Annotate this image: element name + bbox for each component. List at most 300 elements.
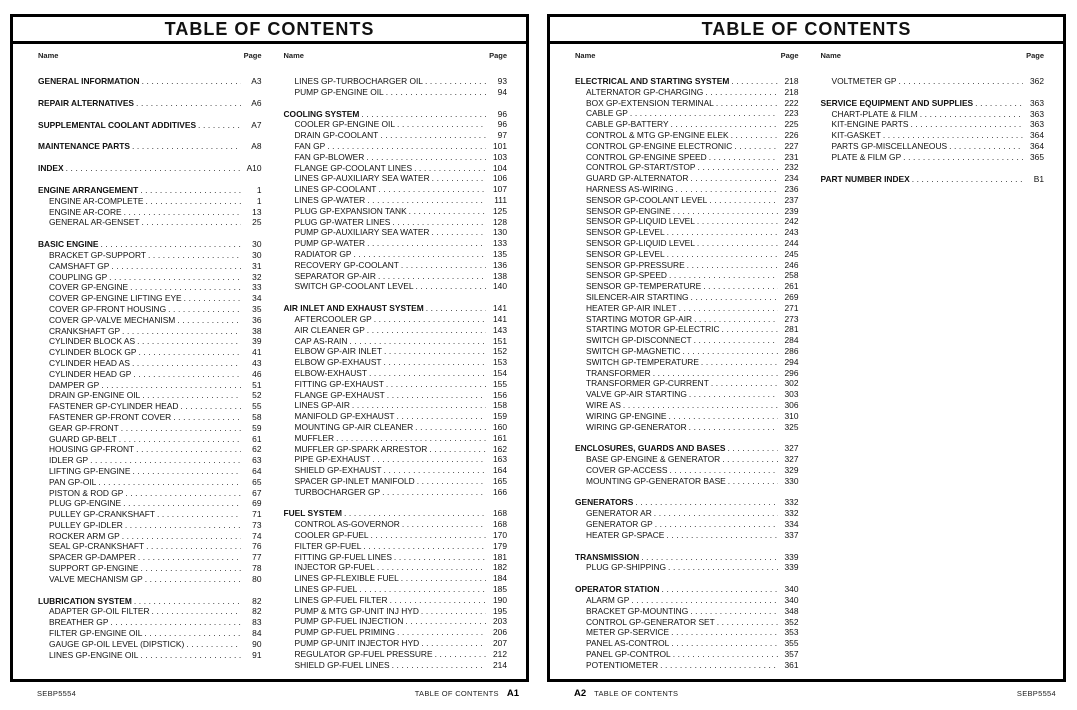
entry-page: 296 (784, 367, 799, 378)
entry-page: 271 (784, 302, 799, 313)
dot-leader (140, 185, 240, 196)
entry-page: 246 (784, 259, 799, 270)
entry-page: 76 (252, 541, 262, 552)
entry-page: 1 (256, 195, 262, 206)
entry-page: 74 (252, 530, 262, 541)
toc-entry (38, 185, 262, 196)
toc-column (284, 44, 508, 679)
dot-leader (671, 119, 778, 130)
toc-entry (38, 455, 262, 466)
entry-label: PIPE GP-EXHAUST (294, 454, 371, 465)
entry-page: 93 (497, 76, 507, 86)
entry-page: 90 (252, 638, 262, 649)
dot-leader (668, 562, 777, 573)
toc-entry (575, 400, 799, 411)
toc-entry (575, 530, 799, 541)
entry-page: A7 (251, 119, 262, 130)
entry-label: CONTROL GP-ENGINE ELECTRONIC (586, 140, 733, 151)
toc-entry (284, 195, 508, 206)
entry-page: 155 (493, 378, 507, 389)
entry-label: BASIC ENGINE (38, 239, 99, 250)
toc-entry (38, 76, 262, 87)
toc-entry (575, 519, 799, 530)
dot-leader (110, 617, 240, 628)
entry-page: 329 (784, 464, 799, 475)
toc-entry (284, 206, 508, 217)
entry-label: SENSOR GP-LIQUID LEVEL (586, 216, 695, 227)
toc-entry (284, 390, 508, 401)
entry-page: 77 (252, 552, 262, 563)
entry-label: CAMSHAFT GP (49, 260, 110, 271)
dot-leader (631, 595, 777, 606)
dot-leader (694, 335, 778, 346)
entry-label: FUEL SYSTEM (283, 508, 342, 519)
entry-page: 239 (784, 205, 799, 216)
dot-leader (119, 434, 241, 445)
toc-entry (284, 152, 508, 163)
entry-label: IDLER GP (49, 455, 89, 466)
entry-label: BASE GP-ENGINE & GENERATOR (586, 454, 721, 465)
entry-label: ELBOW GP-AIR INLET (294, 346, 382, 357)
entry-page: 80 (252, 573, 262, 584)
dot-leader (378, 184, 486, 195)
entry-page: 130 (493, 227, 507, 238)
entry-page: 363 (1030, 97, 1044, 108)
toc-entry (284, 368, 508, 379)
entry-page: 337 (784, 529, 799, 540)
dot-leader (377, 562, 486, 573)
entry-page: 65 (252, 476, 262, 487)
dot-leader (903, 152, 1023, 163)
entry-label: LUBRICATION SYSTEM (38, 595, 132, 606)
toc-entry (575, 476, 799, 487)
toc-entry (575, 497, 799, 508)
dot-leader (405, 616, 486, 627)
section-gap (38, 130, 262, 141)
entry-label: LINES GP-FLEXIBLE FUEL (294, 573, 399, 584)
footer-title: TABLE OF CONTENTS (414, 689, 499, 698)
footer-doc-code: SEBP5554 (1016, 689, 1056, 698)
toc-entry (38, 315, 262, 326)
dot-leader (168, 304, 240, 315)
dot-leader (133, 369, 240, 380)
dot-leader (630, 108, 778, 119)
toc-entry (38, 380, 262, 391)
entry-page: 62 (252, 444, 262, 455)
toc-entry (575, 443, 799, 454)
dot-leader (361, 109, 486, 120)
toc-entry (575, 335, 799, 346)
entry-page: 334 (784, 519, 799, 530)
entry-label: GENERAL AR-GENSET (49, 217, 140, 228)
toc-entry (38, 650, 262, 661)
dot-leader (694, 314, 777, 325)
entry-label: SERVICE EQUIPMENT AND SUPPLIES (820, 97, 974, 108)
toc-entry (38, 326, 262, 337)
entry-label: VALVE GP-AIR STARTING (586, 389, 687, 400)
entry-page: A10 (246, 163, 262, 174)
entry-label: SHIELD GP-EXHAUST (294, 465, 382, 476)
entry-label: VOLTMETER GP (831, 76, 897, 86)
dot-leader (109, 272, 240, 283)
dot-leader (716, 98, 778, 109)
entry-page: 302 (784, 378, 799, 389)
entry-label: FILTER GP-FUEL (294, 540, 362, 551)
toc-entry (284, 238, 508, 249)
dot-leader (378, 271, 486, 282)
entry-page: 195 (493, 605, 507, 616)
entry-label: FASTENER GP-CYLINDER HEAD (49, 401, 179, 412)
toc-entry (575, 465, 799, 476)
entry-label: INJECTOR GP-FUEL (294, 562, 375, 573)
toc-entry (284, 119, 508, 130)
section-gap (38, 585, 262, 596)
entry-page: 332 (784, 508, 799, 519)
dot-leader (125, 488, 240, 499)
section-gap (821, 163, 1045, 174)
toc-entry (38, 628, 262, 639)
entry-page: 73 (252, 519, 262, 530)
entry-page: 226 (784, 129, 799, 140)
toc-entry (284, 487, 508, 498)
entry-page: 106 (493, 173, 507, 184)
dot-leader (142, 76, 241, 87)
entry-label: GENERATOR GP (586, 519, 653, 530)
toc-entry (575, 260, 799, 271)
toc-entry (38, 358, 262, 369)
toc-entry (38, 336, 262, 347)
entry-label: PULLEY GP-CRANKSHAFT (49, 509, 155, 520)
dot-leader (122, 531, 241, 542)
dot-leader (382, 487, 486, 498)
dot-leader (101, 380, 240, 391)
entry-label: SWITCH GP-MAGNETIC (586, 345, 681, 356)
toc-entry (284, 163, 508, 174)
dot-leader (671, 638, 777, 649)
toc-entry (575, 76, 799, 87)
entry-page: 223 (784, 108, 799, 119)
dot-leader (367, 195, 486, 206)
entry-label: MOUNTING GP-AIR CLEANER (294, 421, 414, 432)
dot-leader (141, 563, 241, 574)
dot-leader (148, 250, 241, 261)
entry-page: 170 (493, 530, 507, 541)
entry-page: 339 (784, 551, 799, 562)
toc-entry (284, 649, 508, 660)
dot-leader (359, 584, 486, 595)
dot-leader (673, 206, 778, 217)
dot-leader (682, 346, 777, 357)
toc-entry (284, 346, 508, 357)
entry-page: 340 (784, 595, 799, 606)
entry-page: 69 (252, 498, 262, 509)
toc-entry (821, 152, 1045, 163)
entry-label: ELBOW GP-EXHAUST (294, 357, 382, 368)
section-gap (38, 152, 262, 163)
toc-entry (575, 281, 799, 292)
entry-page: 84 (252, 628, 262, 639)
entry-label: SWITCH GP-DISCONNECT (586, 335, 692, 346)
entry-page: 212 (493, 648, 507, 659)
entry-page: 190 (493, 594, 507, 605)
dot-leader (975, 98, 1023, 109)
toc-entry (284, 173, 508, 184)
toc-entry (38, 196, 262, 207)
entry-label: PLUG GP-ENGINE (49, 498, 122, 509)
entry-page: 160 (493, 421, 507, 432)
entry-page: 203 (493, 616, 507, 627)
entry-label: KIT-GASKET (831, 130, 881, 141)
dot-leader (690, 606, 777, 617)
toc-entry (38, 163, 262, 174)
entry-page: 294 (784, 356, 799, 367)
dot-leader (727, 443, 777, 454)
dot-leader (435, 649, 486, 660)
entry-page: 352 (784, 616, 799, 627)
dot-leader (415, 281, 486, 292)
toc-entry (38, 293, 262, 304)
entry-page: 353 (784, 627, 799, 638)
entry-page: A3 (251, 76, 262, 86)
toc-entry (284, 336, 508, 347)
toc-entry (38, 466, 262, 477)
toc-entry (284, 260, 508, 271)
entry-label: ENGINE AR-CORE (49, 206, 122, 217)
entry-page: 227 (784, 140, 799, 151)
column-header (38, 51, 262, 60)
entry-label: GEAR GP-FRONT (49, 422, 119, 433)
entry-list (38, 76, 262, 660)
entry-label: PULLEY GP-IDLER (49, 519, 123, 530)
toc-entry (38, 639, 262, 650)
entry-page: 55 (252, 401, 262, 412)
dot-leader (369, 368, 486, 379)
dot-leader (145, 196, 240, 207)
toc-entry (38, 141, 262, 152)
entry-page: 281 (784, 324, 799, 335)
entry-page: 82 (252, 606, 262, 617)
toc-entry (38, 390, 262, 401)
entry-page: 58 (252, 411, 262, 422)
section-gap (575, 486, 799, 497)
toc-entry (38, 401, 262, 412)
toc-entry (575, 314, 799, 325)
entry-page: 165 (493, 475, 507, 486)
entry-page: 303 (784, 389, 799, 400)
dot-leader (371, 530, 487, 541)
toc-entry (38, 217, 262, 228)
entry-label: PUMP GP-UNIT INJECTOR HYD (294, 638, 420, 649)
section-gap (284, 98, 508, 109)
entry-page: A8 (251, 141, 262, 152)
dot-leader (386, 379, 486, 390)
toc-entry (284, 606, 508, 617)
toc-entry (575, 249, 799, 260)
toc-entry (38, 120, 262, 131)
entry-label: CONTROL GP-START/STOP (586, 162, 696, 173)
dot-leader (372, 454, 486, 465)
entry-page: 327 (784, 454, 799, 465)
entry-page: 41 (252, 347, 262, 358)
name-header: Name (820, 51, 841, 60)
section-gap (38, 87, 262, 98)
dot-leader (353, 249, 486, 260)
section-gap (575, 541, 799, 552)
entry-label: GUARD GP-BELT (49, 433, 117, 444)
entry-label: SUPPLEMENTAL COOLANT ADDITIVES (38, 119, 197, 130)
entry-label: COOLING SYSTEM (283, 108, 360, 119)
entry-label: CABLE GP-BATTERY (586, 119, 669, 130)
entry-label: PUMP GP-FUEL INJECTION (294, 616, 404, 627)
entry-label: SWITCH GP-TEMPERATURE (586, 356, 699, 367)
entry-page: 218 (784, 76, 799, 86)
entry-page: 179 (493, 540, 507, 551)
dot-leader (397, 627, 486, 638)
toc-entry (575, 649, 799, 660)
toc-entry (284, 584, 508, 595)
entry-page: 284 (784, 335, 799, 346)
dot-leader (666, 530, 777, 541)
toc-entry (38, 304, 262, 315)
toc-column (821, 44, 1045, 679)
dot-leader (157, 509, 241, 520)
entry-label: ELBOW-EXHAUST (294, 367, 367, 378)
footer-page-code: A1 (506, 688, 519, 699)
dot-leader (142, 390, 240, 401)
entry-label: PLUG GP-SHIPPING (586, 562, 667, 573)
entry-label: FITTING GP-EXHAUST (294, 378, 384, 389)
entry-page: 13 (252, 206, 262, 217)
entry-label: PUMP & MTG GP-UNIT INJ HYD (294, 605, 419, 616)
toc-entry (38, 488, 262, 499)
entry-label: BRACKET GP-MOUNTING (586, 605, 689, 616)
toc-entry (284, 562, 508, 573)
dot-leader (722, 324, 778, 335)
dot-leader (122, 326, 240, 337)
dot-leader (139, 347, 241, 358)
entry-label: PAN GP-OIL (49, 476, 97, 487)
entry-page: 164 (493, 465, 507, 476)
toc-entry (284, 627, 508, 638)
entry-page: 361 (784, 659, 799, 670)
dot-leader (731, 76, 777, 87)
dot-leader (401, 260, 486, 271)
toc-entry (38, 207, 262, 218)
dot-leader (660, 660, 777, 671)
page-header: Page (243, 51, 262, 60)
dot-leader (144, 628, 240, 639)
toc-entry (284, 184, 508, 195)
entry-label: SHIELD GP-FUEL LINES (294, 659, 390, 670)
toc-entry (38, 434, 262, 445)
entry-page: 97 (497, 130, 507, 141)
entry-label: SENSOR GP-ENGINE (586, 205, 671, 216)
entry-page: 258 (784, 270, 799, 281)
entry-label: SEAL GP-CRANKSHAFT (49, 541, 145, 552)
dot-leader (124, 207, 241, 218)
entry-page: 364 (1030, 130, 1044, 141)
entry-page: 339 (784, 562, 799, 573)
entry-label: SILENCER-AIR STARTING (586, 291, 689, 302)
entry-page: 39 (252, 336, 262, 347)
footer-page-code: A2 (574, 688, 587, 699)
toc-entry (38, 261, 262, 272)
entry-page: 242 (784, 216, 799, 227)
entry-page: 52 (252, 390, 262, 401)
section-gap (284, 292, 508, 303)
dot-leader (402, 519, 486, 530)
entry-label: FAN GP (294, 140, 326, 151)
toc-entry (575, 227, 799, 238)
entry-page: 71 (252, 509, 262, 520)
toc-entry (821, 174, 1045, 185)
dot-leader (949, 141, 1023, 152)
entry-page: 151 (493, 335, 507, 346)
toc-entry (38, 498, 262, 509)
toc-entry (284, 476, 508, 487)
dot-leader (722, 454, 777, 465)
toc-entry (575, 195, 799, 206)
dot-leader (349, 336, 486, 347)
entry-page: 214 (493, 659, 507, 670)
page-a1-columns (13, 44, 526, 679)
entry-page: 91 (252, 649, 262, 660)
dot-leader (363, 541, 486, 552)
dot-leader (384, 346, 486, 357)
entry-page: 59 (252, 422, 262, 433)
toc-entry (284, 357, 508, 368)
entry-label: MOUNTING GP-GENERATOR BASE (586, 475, 726, 486)
entry-label: AIR INLET AND EXHAUST SYSTEM (283, 303, 424, 314)
section-gap (575, 432, 799, 443)
dot-leader (386, 87, 486, 98)
entry-label: BRACKET GP-SUPPORT (49, 249, 146, 260)
page-header: Page (1026, 51, 1044, 60)
footer-doc-code: SEBP5554 (37, 689, 77, 698)
dot-leader (121, 423, 241, 434)
entry-label: MAINTENANCE PARTS (38, 141, 130, 152)
dot-leader (728, 476, 778, 487)
entry-label: LINES GP-TURBOCHARGER OIL (294, 76, 423, 86)
dot-leader (701, 357, 778, 368)
entry-page: 32 (252, 271, 262, 282)
toc-column (38, 44, 262, 679)
entry-page: 166 (493, 486, 507, 497)
toc-entry (284, 422, 508, 433)
column-header (821, 51, 1045, 60)
entry-label: STARTING MOTOR GP-AIR (586, 313, 693, 324)
entry-label: PANEL GP-CONTROL (586, 649, 671, 660)
dot-leader (432, 173, 486, 184)
entry-label: SPACER GP-DAMPER (49, 552, 136, 563)
entry-page: 327 (784, 443, 799, 454)
toc-entry (284, 519, 508, 530)
page-a2-title-bar (550, 17, 1063, 44)
toc-entry (821, 119, 1045, 130)
toc-entry (284, 530, 508, 541)
toc-entry (575, 303, 799, 314)
entry-label: CYLINDER HEAD GP (49, 368, 132, 379)
entry-list (821, 76, 1045, 184)
dot-leader (698, 162, 778, 173)
section-gap (284, 497, 508, 508)
entry-page: 101 (493, 140, 507, 151)
entry-page: 158 (493, 400, 507, 411)
entry-label: CHART-PLATE & FILM (831, 108, 918, 119)
entry-label: PUMP GP-FUEL PRIMING (294, 627, 396, 638)
entry-page: 348 (784, 605, 799, 616)
entry-page: 64 (252, 465, 262, 476)
